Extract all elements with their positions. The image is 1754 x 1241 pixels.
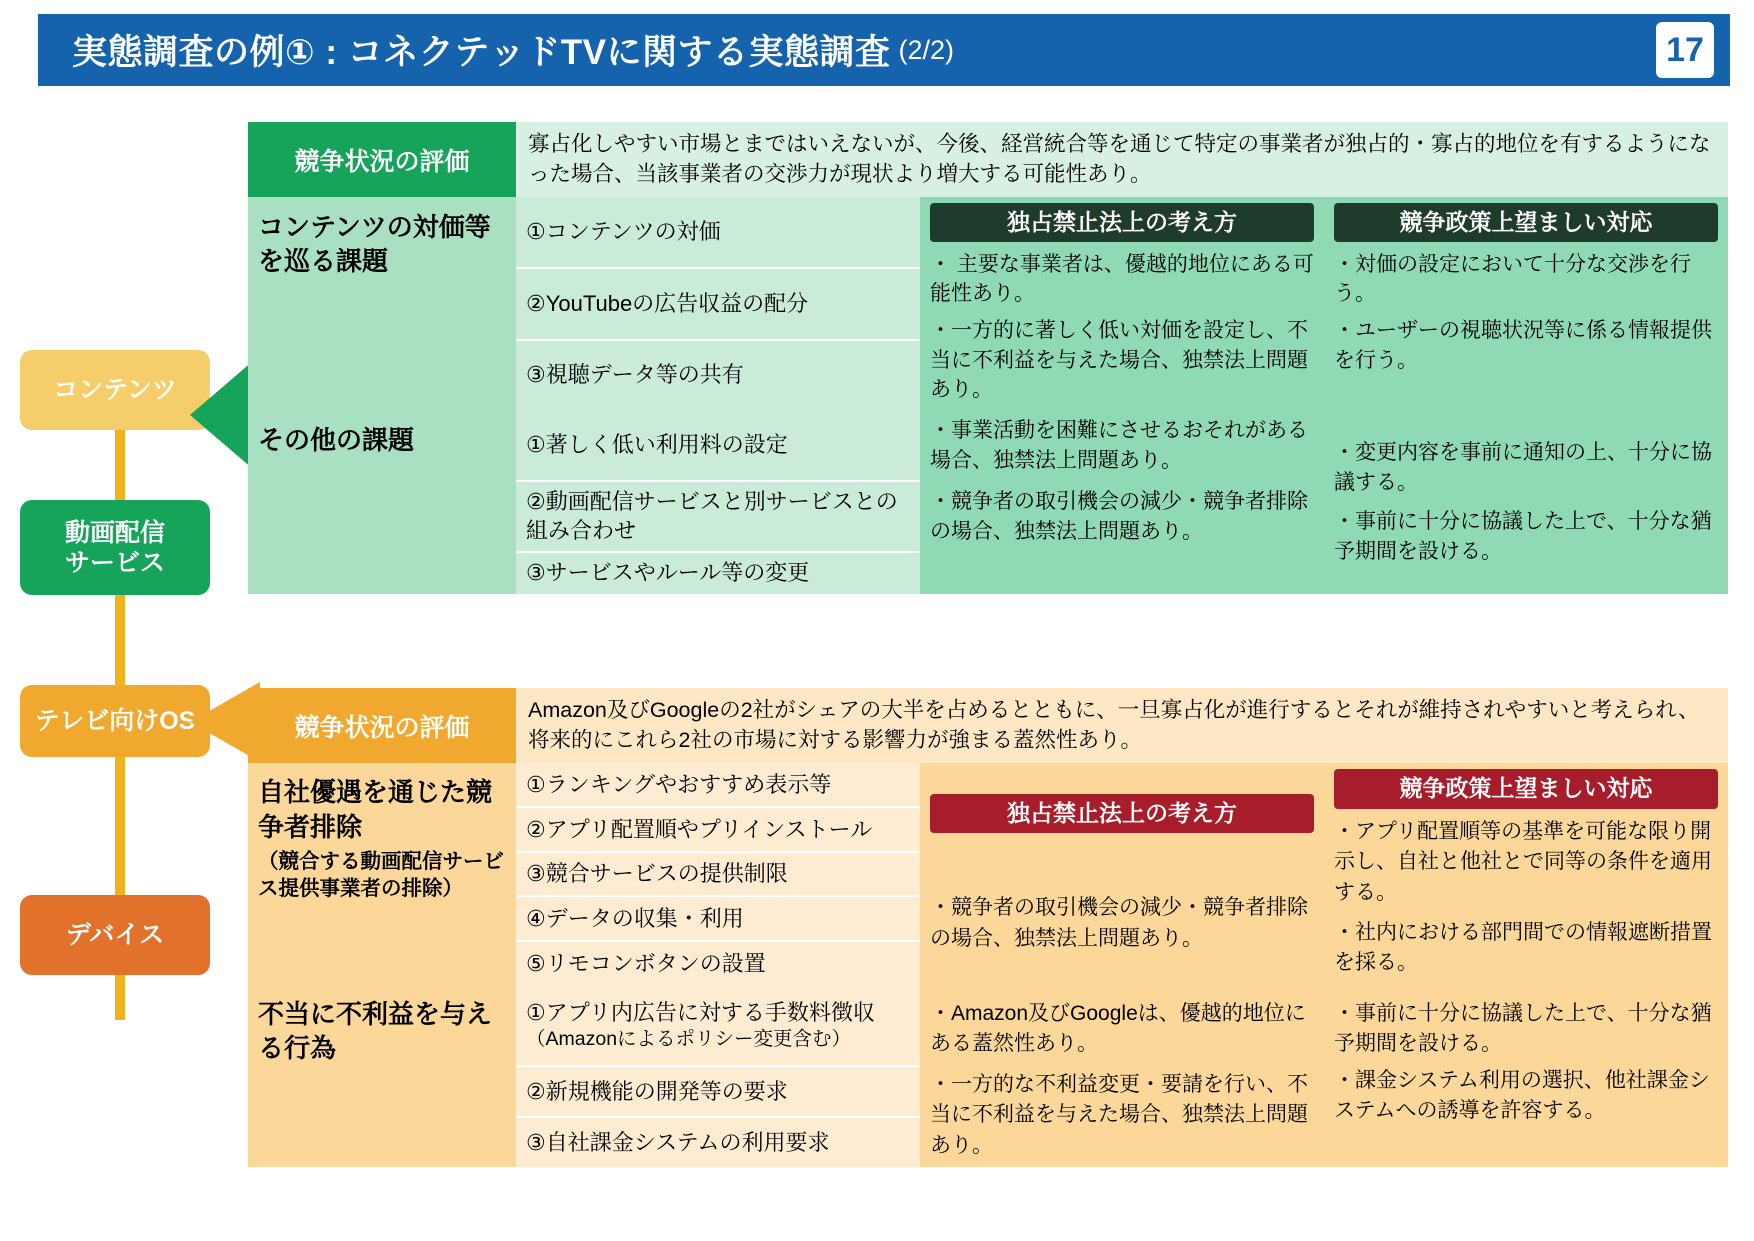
rail-chip-device [20,895,210,975]
orange-item-1-5: ⑤リモコンボタンの設置 [516,941,920,985]
page-number-badge: 17 [1656,22,1714,78]
antitrust-header-orange: 独占禁止法上の考え方 [930,794,1314,833]
green-item-1-3: ③視聴データ等の共有 [516,340,920,411]
orange-item-2-2: ②新規機能の開発等の要求 [516,1066,920,1117]
orange-table-block [248,688,1728,1167]
rail-chip-contents [20,350,210,430]
rail-chip-video-service-line2: サービス [64,548,165,577]
green-policy-2-p1: ・変更内容を事前に通知の上、十分に協議する。 [1334,441,1712,494]
orange-item-1-3: ③競合サービスの提供制限 [516,852,920,897]
green-item-2-2: ②動画配信サービスと別サービスとの組み合わせ [516,481,920,552]
orange-category-1-name: 自社優遇を通じた競争者排除 [258,777,493,842]
slide-header [38,14,1730,86]
green-eval-text: 寡占化しやすい市場とまではいえないが、今後、経営統合等を通じて特定の事業者が独占的・寡占的地位を有するようになった場合、当該事業者の交渉力が現状より増大する可能性あり。 [516,122,1728,197]
green-item-1-2: ②YouTubeの広告収益の配分 [516,268,920,340]
table-row [248,985,1728,1066]
rail-chip-tv-os-label: テレビ向けOS [34,707,196,735]
orange-category-2: 不当に不利益を与える行為 [248,985,516,1167]
orange-item-2-3: ③自社課金システムの利用要求 [516,1117,920,1167]
green-antitrust-1 [920,197,1324,410]
green-antitrust-1-p2: ・一方的に著しく低い対価を設定し、不当に不利益を与えた場合、独禁法上問題あり。 [930,319,1308,402]
green-policy-1 [1324,197,1728,410]
orange-policy-2-p2: ・課金システム利用の選択、他社課金システムへの誘導を許容する。 [1334,1068,1710,1123]
table-row [248,763,1728,807]
rail-chip-video-service-line1: 動画配信 [64,518,165,547]
antitrust-header-green: 独占禁止法上の考え方 [930,203,1314,241]
green-category-1: コンテンツの対価等を巡る課題 [248,197,516,410]
green-policy-1-p1: ・対価の設定において十分な交渉を行う。 [1334,252,1691,305]
orange-policy-1-p1: ・アプリ配置順等の基準を可能な限り開示し、自社と他社とで同等の条件を適用する。 [1334,819,1712,904]
rail-chip-device-label: デバイス [65,921,165,949]
green-antitrust-2-p1: ・事業活動を困難にさせるおそれがある場合、独禁法上問題あり。 [920,410,1324,481]
table-row [248,410,1728,481]
page-subtitle: (2/2) [898,34,954,65]
green-antitrust-1-p1: ・ 主要な事業者は、優越的地位にある可能性あり。 [930,252,1314,305]
policy-header-orange: 競争政策上望ましい対応 [1334,769,1718,808]
orange-item-1-1: ①ランキングやおすすめ表示等 [516,763,920,807]
green-policy-2-p2: ・事前に十分に協議した上で、十分な猶予期間を設ける。 [1334,510,1712,563]
orange-antitrust-2 [920,985,1324,1167]
green-item-2-1: ①著しく低い利用料の設定 [516,410,920,481]
rail-chip-tv-os [20,685,210,757]
green-policy-2 [1324,410,1728,594]
rail-chip-video-service-label [65,518,165,578]
orange-eval-row [248,688,1728,763]
orange-item-2-1 [516,985,920,1066]
orange-item-2-1-sub: （Amazonによるポリシー変更含む） [526,1027,852,1050]
table-row [248,197,1728,267]
orange-eval-text: Amazon及びGoogleの2社がシェアの大半を占めるとともに、一旦寡占化が進行するとそれが維持されやすいと考えられ、将来的にこれら2社の市場に対する影響力が強まる蓋然性あり。 [516,688,1728,763]
green-category-2: その他の課題 [248,410,516,594]
green-item-2-3: ③サービスやルール等の変更 [516,552,920,594]
green-antitrust-2-p2: ・競争者の取引機会の減少・競争者排除の場合、独禁法上問題あり。 [920,481,1324,594]
green-item-1-1: ①コンテンツの対価 [516,197,920,267]
orange-policy-2 [1324,985,1728,1167]
orange-antitrust-2-p1: ・Amazon及びGoogleは、優越的地位にある蓋然性あり。 [930,1001,1306,1056]
orange-antitrust-1 [920,763,1324,985]
rail-chip-video-service [20,500,210,595]
green-eval-row [248,122,1728,197]
orange-policy-1 [1324,763,1728,985]
orange-antitrust-2-p2: ・一方的な不利益変更・要請を行い、不当に不利益を与えた場合、独禁法上問題あり。 [930,1072,1308,1157]
category-rail [10,330,215,1030]
orange-item-2-1-main: ①アプリ内広告に対する手数料徴収 [526,1000,875,1026]
orange-item-1-4: ④データの収集・利用 [516,896,920,941]
orange-category-1 [248,763,516,985]
orange-item-1-2: ②アプリ配置順やプリインストール [516,807,920,852]
orange-eval-label: 競争状況の評価 [248,688,516,763]
orange-antitrust-1-p1: ・競争者の取引機会の減少・競争者排除の場合、独禁法上問題あり。 [930,896,1308,950]
orange-policy-1-p2: ・社内における部門間での情報遮断措置を採る。 [1334,920,1712,975]
green-policy-1-p2: ・ユーザーの視聴状況等に係る情報提供を行う。 [1334,319,1712,372]
rail-chip-contents-label: コンテンツ [53,376,177,404]
green-eval-label: 競争状況の評価 [248,122,516,197]
policy-header-green: 競争政策上望ましい対応 [1334,203,1718,241]
green-table-block [248,122,1728,594]
green-table [248,122,1728,594]
orange-category-1-sub: （競合する動画配信サービス提供事業者の排除） [258,849,504,900]
page-title: 実態調査の例① : コネクテッドTVに関する実態調査 [72,33,891,72]
orange-policy-2-p1: ・事前に十分に協議した上で、十分な猶予期間を設ける。 [1334,1001,1712,1056]
orange-table [248,688,1728,1167]
